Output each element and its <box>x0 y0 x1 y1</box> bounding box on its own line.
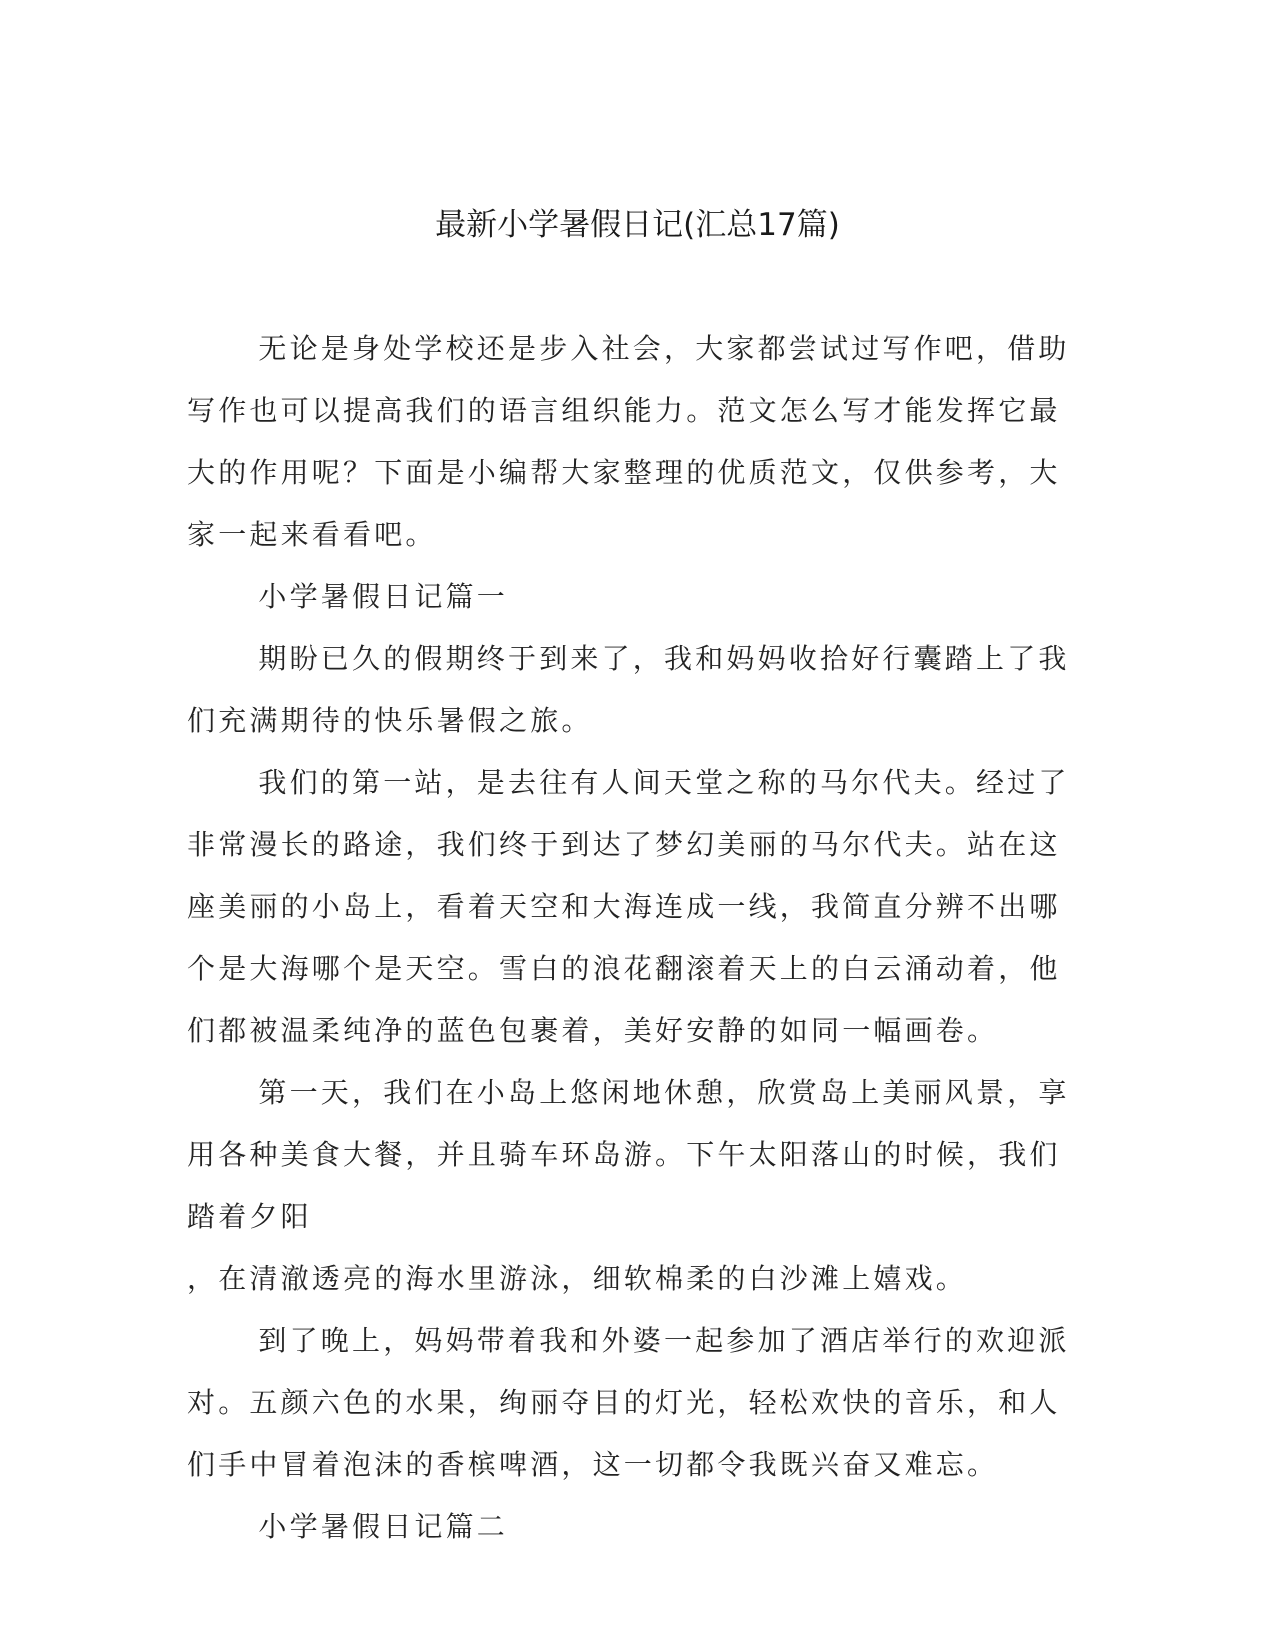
section-heading-2: 小学暑假日记篇二 <box>258 1510 508 1543</box>
document-body <box>187 318 1087 1558</box>
intro-paragraph: 无论是身处学校还是步入社会，大家都尝试过写作吧，借助写作也可以提高我们的语言组织能力。范文怎么写才能发挥它最大的作用呢？下面是小编帮大家整理的优质范文，仅供参考，大家一起来看看吧。 <box>187 332 1070 551</box>
body-paragraph: 到了晚上，妈妈带着我和外婆一起参加了酒店举行的欢迎派对。五颜六色的水果，绚丽夺目的灯光，轻松欢快的音乐，和人们手中冒着泡沫的香槟啤酒，这一切都令我既兴奋又难忘。 <box>187 1324 1070 1481</box>
document-title: 最新小学暑假日记(汇总17篇) <box>435 207 840 243</box>
body-paragraph-continuation: ，在清澈透亮的海水里游泳，细软棉柔的白沙滩上嬉戏。 <box>187 1262 968 1295</box>
body-paragraph: 我们的第一站，是去往有人间天堂之称的马尔代夫。经过了非常漫长的路途，我们终于到达了梦幻美丽的马尔代夫。站在这座美丽的小岛上，看着天空和大海连成一线，我简直分辨不出哪个是大海哪个是天空。雪白的浪花翻滚着天上的白云涌动着，他们都被温柔纯净的蓝色包裹着，美好安静的如同一幅画卷。 <box>187 766 1070 1047</box>
body-paragraph: 期盼已久的假期终于到来了，我和妈妈收拾好行囊踏上了我们充满期待的快乐暑假之旅。 <box>187 642 1070 737</box>
body-paragraph: 第一天，我们在小岛上悠闲地休憩，欣赏岛上美丽风景，享用各种美食大餐，并且骑车环岛游。下午太阳落山的时候，我们踏着夕阳 <box>187 1076 1070 1233</box>
section-heading-1: 小学暑假日记篇一 <box>258 580 508 613</box>
